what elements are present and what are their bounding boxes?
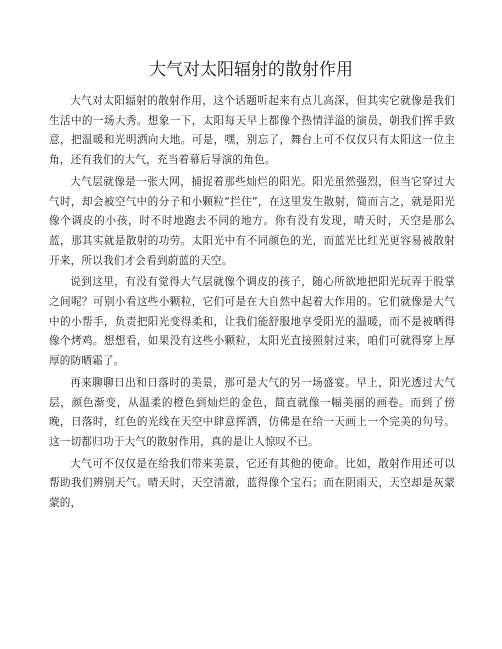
paragraph-3: 说到这里，有没有觉得大气层就像个调皮的孩子，随心所欲地把阳光玩弄于股掌之间呢？可别小看这些小颗粒，它们可是在大自然中起着大作用的。它们就像是大气中的小帮手，负责把阳光变得柔和，让我们能舒服地享受阳光的温暖，而不是被晒得像个烤鸡。想想看，如果没有这些小颗粒，太阳光直接照射过来，咱们可就得穿上厚厚的防晒霜了。	[49, 276, 455, 368]
paragraph-4: 再来聊聊日出和日落时的美景，那可是大气的另一场盛宴。早上，阳光透过大气层，颜色渐变，从温柔的橙色到灿烂的金色，简直就像一幅美丽的画卷。而到了傍晚，日落时，红色的光线在天空中肆意挥洒，仿佛是在给一天画上一个完美的句号。这一切都归功于大气的散射作用，真的是让人惊叹不已。	[49, 376, 455, 448]
paragraph-2: 大气层就像是一张大网，捕捉着那些灿烂的阳光。阳光虽然强烈，但当它穿过大气时，却会被空气中的分子和小颗粒“拦住”，在这里发生散射，简而言之，就是阳光像个调皮的小孩，时不时地跑去不同的地方。你有没有发现，晴天时，天空是那么蓝，那其实就是散射的功劳。太阳光中有不同颜色的光，而蓝光比红光更容易被散射开来，所以我们才会看到蔚蓝的天空。	[49, 175, 455, 267]
paragraph-1: 大气对太阳辐射的散射作用，这个话题听起来有点儿高深，但其实它就像是我们生活中的一场大秀。想象一下，太阳每天早上都像个热情洋溢的演员，朝我们挥手致意，把温暖和光明洒向大地。可是，嘿，别忘了，舞台上可不仅仅只有太阳这一位主角，还有我们的大气，充当着幕后导演的角色。	[49, 95, 455, 167]
document-body	[49, 92, 455, 516]
paragraph-5: 大气可不仅仅是在给我们带来美景，它还有其他的使命。比如，散射作用还可以帮助我们辨别天气。晴天时，天空清澈，蓝得像个宝石；而在阴雨天，天空却是灰蒙蒙的，	[49, 457, 455, 510]
document-title: 大气对太阳辐射的散射作用	[149, 60, 353, 80]
